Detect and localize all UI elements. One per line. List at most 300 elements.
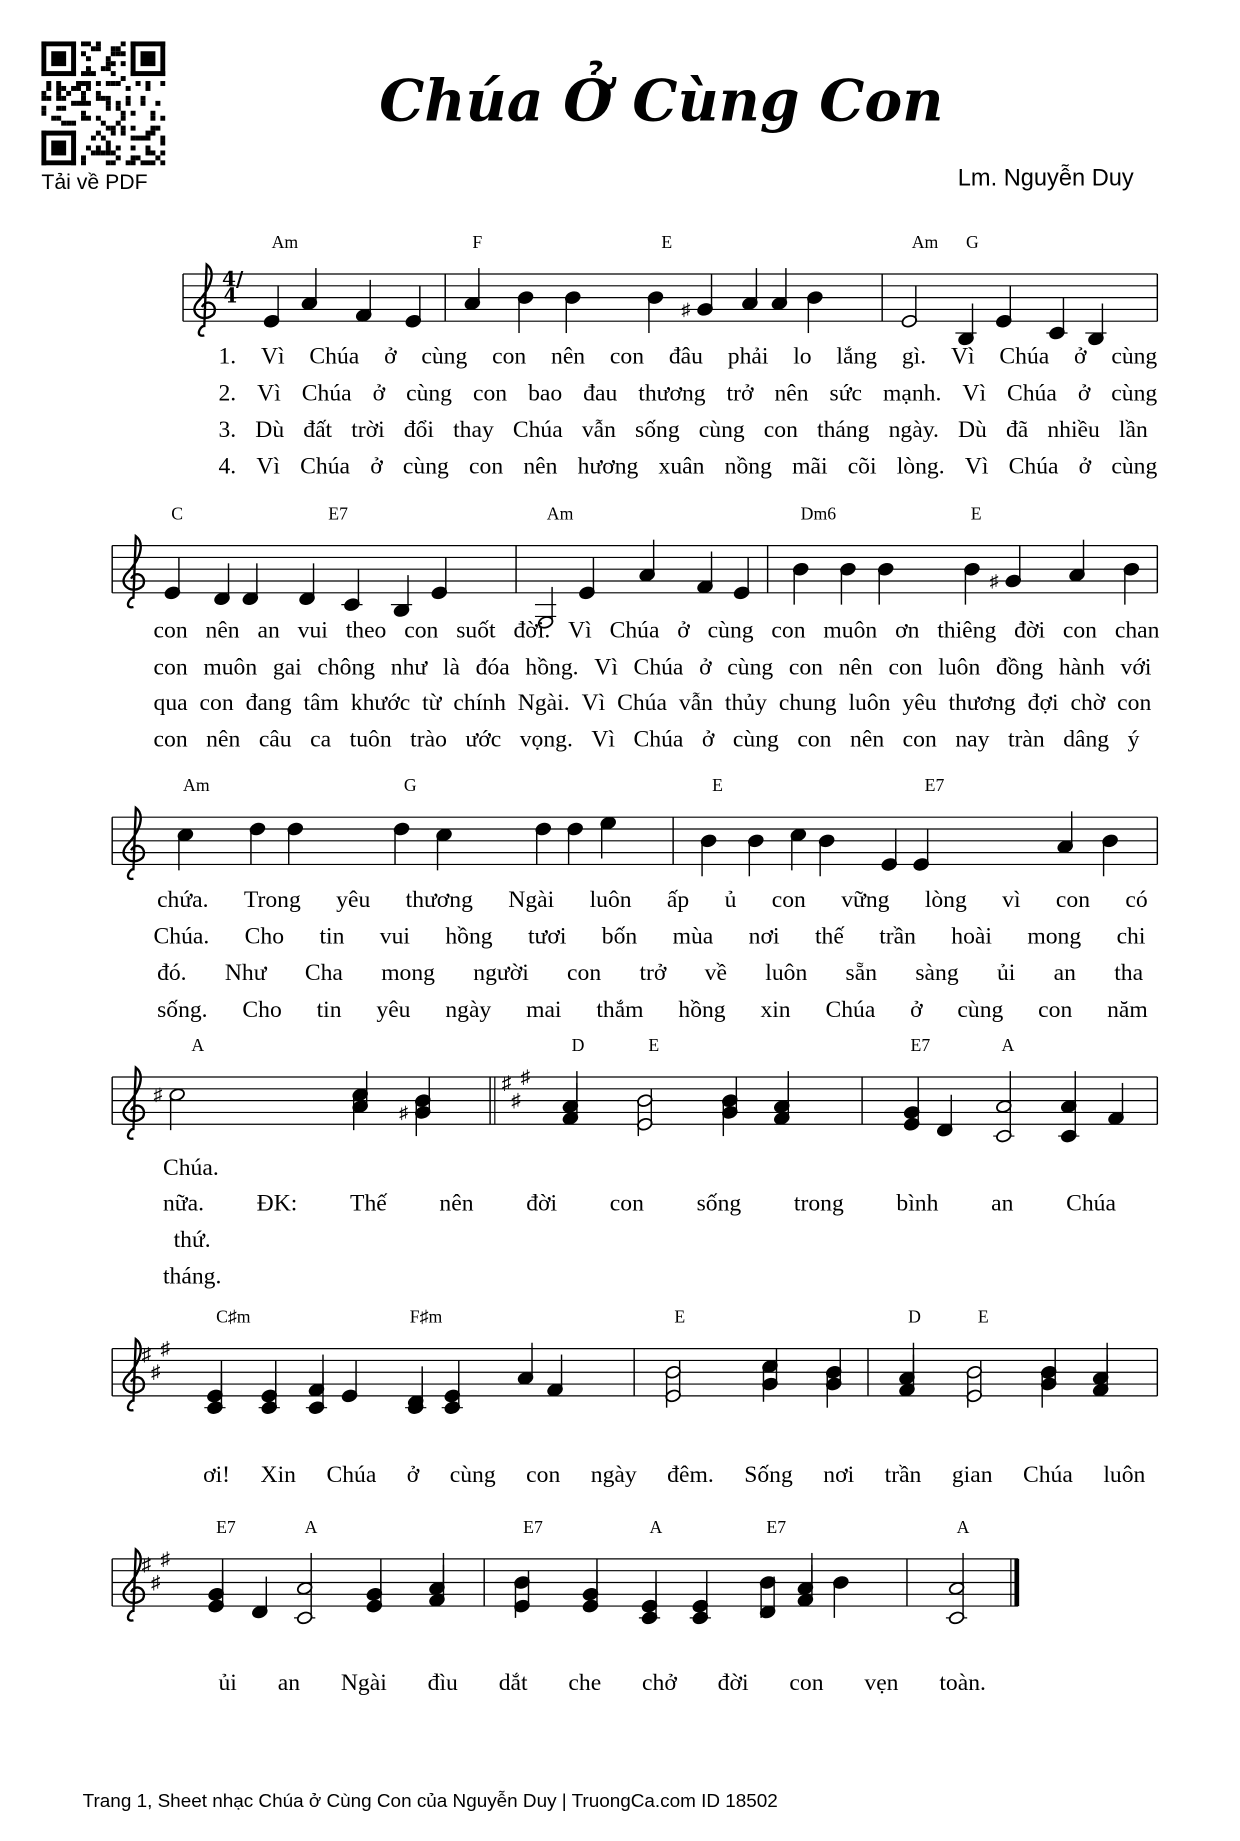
lyric-word: đau <box>583 380 618 407</box>
lyric-word: luôn <box>848 689 891 716</box>
chord-symbol: D <box>571 1036 585 1056</box>
lyric-word: mai <box>526 996 562 1023</box>
chord-symbol: Am <box>546 505 574 525</box>
lyric-word: Ngài <box>340 1669 387 1696</box>
lyric-word: phải <box>727 343 769 370</box>
lyric-word: nơi <box>823 1462 855 1488</box>
lyric-word: dắt <box>498 1669 528 1696</box>
lyric-word: cùng <box>421 343 468 370</box>
lyric-word: mong <box>1027 923 1082 950</box>
lyric-word: với <box>1120 654 1152 681</box>
lyric-word: đã <box>1005 416 1029 443</box>
lyric-word: lòng <box>924 886 967 913</box>
lyric-line <box>218 344 1157 371</box>
lyric-word: ở <box>406 1462 420 1488</box>
sharp-icon: ♯ <box>501 1072 512 1094</box>
lyric-line <box>203 1462 1145 1489</box>
lyric-word: Cho <box>242 996 282 1023</box>
lyric-line <box>163 1190 1116 1217</box>
lyric-word: ấp <box>666 886 690 913</box>
chord-symbol: Am <box>183 777 210 796</box>
lyric-word: Chúa <box>1008 453 1059 480</box>
chord-symbol: A <box>649 1518 663 1538</box>
lyric-word: Như <box>224 960 267 987</box>
lyric-word: ngày <box>445 996 492 1023</box>
lyric-word: 2. <box>218 380 237 407</box>
lyric-line <box>157 997 1148 1024</box>
lyric-word: Vì <box>256 453 280 480</box>
lyric-word: chung <box>778 689 837 716</box>
lyric-word: con <box>567 960 602 987</box>
lyric-word: vì <box>1002 886 1021 913</box>
lyric-word: thắm <box>596 996 644 1023</box>
lyric-word: con <box>763 416 798 443</box>
lyric-line <box>157 960 1143 987</box>
lyric-word: nên <box>439 1190 474 1217</box>
lyric-line <box>163 1264 221 1291</box>
lyric-word: câu <box>258 726 292 753</box>
chord-symbol: D <box>908 1308 921 1328</box>
lyric-word: ngày <box>590 1462 637 1488</box>
lyric-word: cùng <box>1111 380 1158 407</box>
lyric-word: thứ. <box>173 1227 211 1253</box>
lyric-word: khước <box>350 689 411 716</box>
lyric-word: cùng <box>406 380 453 407</box>
lyric-word: ở <box>677 617 690 644</box>
lyric-word: Sống <box>744 1462 793 1488</box>
lyric-line <box>154 654 1152 681</box>
lyric-word: chan <box>1114 617 1160 644</box>
lyric-word: ủ <box>724 886 737 913</box>
lyric-word: vẫn <box>581 416 616 443</box>
lyric-word: xuân <box>658 453 705 480</box>
lyric-word: ở <box>370 453 383 480</box>
lyric-word: con <box>469 453 504 480</box>
lyric-word: trở <box>726 380 754 407</box>
lyric-word: muôn <box>203 654 258 681</box>
lyric-word: chông <box>317 654 376 681</box>
lyric-word: mùa <box>672 923 714 950</box>
lyric-word: Chúa <box>301 380 352 407</box>
lyric-word: Chúa <box>609 617 660 644</box>
lyric-word: qua <box>153 689 188 716</box>
chord-symbol: C <box>171 505 184 525</box>
lyric-word: cùng <box>732 726 779 753</box>
lyric-word: 3. <box>218 416 237 443</box>
lyric-word: ở <box>910 996 923 1023</box>
lyric-word: thương <box>948 689 1016 716</box>
lyric-word: thương <box>638 380 706 407</box>
lyric-word: cùng <box>1111 453 1158 480</box>
lyric-word: thủy <box>724 689 767 716</box>
lyric-word: con <box>199 689 234 716</box>
chord-symbol: E7 <box>924 777 945 796</box>
treble-clef-icon <box>124 808 144 879</box>
lyric-word: Chúa <box>512 416 563 443</box>
sharp-icon: ♯ <box>989 570 999 591</box>
chord-symbol: Am <box>911 233 939 253</box>
lyric-word: con <box>1055 886 1091 913</box>
lyric-word: ĐK: <box>256 1190 298 1217</box>
lyric-word: ca <box>310 726 332 753</box>
lyric-word: ở <box>384 343 397 370</box>
lyric-word: xin <box>760 996 791 1023</box>
lyric-word: yêu <box>376 996 411 1023</box>
time-signature: 4/4 <box>222 268 244 309</box>
lyric-word: sàng <box>915 960 959 987</box>
lyric-word: gian <box>951 1462 993 1488</box>
lyric-word: vẹn <box>864 1669 899 1696</box>
lyric-word: Vì <box>594 654 618 681</box>
lyric-word: về <box>704 960 727 987</box>
lyric-word: mạnh. <box>883 380 942 407</box>
treble-clef-icon <box>124 536 144 607</box>
lyric-word: trong <box>793 1190 844 1217</box>
lyric-word: an <box>277 1669 301 1696</box>
lyric-word: Vì <box>962 380 987 407</box>
lyric-word: Chúa <box>1066 1190 1116 1217</box>
lyric-word: thiêng <box>937 617 997 644</box>
lyric-word: cùng <box>727 654 774 681</box>
lyric-word: có <box>1125 886 1148 913</box>
lyric-word: con <box>609 343 645 370</box>
lyric-word: lần <box>1118 416 1148 443</box>
lyric-word: nồng <box>724 453 772 480</box>
lyric-word: sống <box>696 1190 742 1217</box>
lyric-word: tin <box>316 996 342 1023</box>
lyric-word: Trong <box>243 886 301 913</box>
lyric-word: ủi <box>218 1669 237 1696</box>
chord-symbol: G <box>403 777 417 796</box>
lyric-word: con <box>153 654 188 681</box>
lyric-word: nên <box>206 726 241 753</box>
lyric-word: trở <box>639 960 667 987</box>
lyric-word: che <box>568 1669 602 1696</box>
lyric-word: an <box>257 617 280 644</box>
sharp-icon: ♯ <box>511 1090 521 1112</box>
lyric-word: nên <box>205 617 240 644</box>
lyric-word: hồng <box>678 996 726 1023</box>
lyric-word: chính <box>453 689 506 716</box>
lyric-word: hồng. <box>525 654 579 681</box>
lyric-word: Vì <box>964 453 989 480</box>
lyric-word: hương <box>577 453 639 480</box>
lyric-word: Vì <box>568 617 592 644</box>
lyric-word: trào <box>410 726 447 753</box>
lyric-word: con <box>797 726 832 753</box>
chord-symbol: Dm6 <box>800 505 837 525</box>
lyric-line <box>154 924 1146 951</box>
lyric-word: như <box>390 654 428 681</box>
lyric-word: là <box>442 654 460 681</box>
lyric-line <box>154 690 1152 717</box>
lyric-word: Vì <box>581 689 606 716</box>
lyric-word: đâu <box>668 343 703 370</box>
lyric-word: con <box>771 617 806 644</box>
lyric-word: người <box>473 960 529 987</box>
lyric-line <box>174 1227 211 1254</box>
lyric-word: ủi <box>996 960 1016 987</box>
lyric-word: nơi <box>748 923 780 950</box>
lyric-word: nên <box>850 726 885 753</box>
lyric-word: đóa <box>475 654 510 681</box>
lyric-word: ước <box>465 726 502 753</box>
lyric-word: đổi <box>403 416 434 443</box>
sharp-icon: ♯ <box>151 1362 161 1384</box>
lyric-word: cùng <box>449 1462 496 1488</box>
lyric-word: mong <box>381 960 435 987</box>
lyric-word: con <box>888 654 923 681</box>
lyric-word: đời <box>1014 617 1046 644</box>
lyric-word: Vì <box>260 343 285 370</box>
sharp-icon: ♯ <box>399 1102 409 1123</box>
treble-clef-icon <box>194 265 214 336</box>
chord-symbol: E <box>712 777 723 796</box>
lyric-word: luôn <box>1103 1462 1146 1488</box>
lyric-word: tràn <box>1007 726 1045 753</box>
lyric-word: năm <box>1107 996 1148 1023</box>
download-pdf-link[interactable]: Tải về PDF <box>41 170 148 194</box>
treble-clef-icon <box>124 1068 144 1139</box>
lyric-word: trời <box>351 416 385 443</box>
lyric-word: luôn <box>938 654 981 681</box>
lyric-word: thương <box>405 886 473 913</box>
lyric-word: đất <box>303 416 333 443</box>
lyric-word: yêu <box>336 886 371 913</box>
lyric-word: thế <box>814 923 844 950</box>
lyric-word: nay <box>955 726 990 753</box>
lyric-line <box>218 417 1147 444</box>
lyric-line <box>218 380 1157 407</box>
chord-symbol: F♯m <box>409 1308 443 1328</box>
lyric-word: ơn <box>895 617 920 644</box>
lyric-word: đang <box>245 689 292 716</box>
lyric-word: sẵn <box>845 960 878 987</box>
sharp-icon: ♯ <box>520 1066 531 1088</box>
lyric-word: chứa. <box>157 886 209 913</box>
lyric-word: Vì <box>591 726 615 753</box>
lyric-word: Cha <box>304 960 343 987</box>
sharp-icon: ♯ <box>160 1338 171 1360</box>
lyric-word: gai <box>272 654 302 681</box>
lyric-word: nên <box>774 380 809 407</box>
lyric-line <box>218 453 1157 480</box>
lyric-word: từ <box>422 689 442 716</box>
lyric-word: Chúa <box>1006 380 1057 407</box>
lyric-word: Ngài. <box>517 689 570 716</box>
lyric-word: Xin <box>260 1462 296 1488</box>
lyric-word: đời. <box>513 617 551 644</box>
lyric-word: nên <box>838 654 873 681</box>
lyric-word: mãi <box>792 453 828 480</box>
lyric-word: cùng <box>402 453 449 480</box>
lyric-word: con <box>404 617 439 644</box>
sharp-icon: ♯ <box>151 1572 161 1594</box>
lyric-line <box>163 1155 219 1182</box>
lyric-word: tháng. <box>162 1263 222 1290</box>
chord-symbol: F <box>472 233 483 253</box>
lyric-word: con <box>472 380 508 407</box>
lyric-word: đêm. <box>667 1462 714 1488</box>
lyric-word: Chúa <box>825 996 876 1023</box>
sharp-icon: ♯ <box>681 299 691 320</box>
lyric-word: cõi <box>847 453 877 480</box>
lyric-word: chở <box>642 1669 677 1696</box>
lyric-word: Dù <box>957 416 987 443</box>
lyric-word: trần <box>879 923 916 950</box>
chord-symbol: E7 <box>216 1518 236 1538</box>
lyric-line <box>218 1670 986 1697</box>
composer: Lm. Nguyễn Duy <box>957 165 1134 192</box>
lyric-word: sống. <box>157 996 208 1023</box>
lyric-word: Chúa <box>999 343 1050 370</box>
lyric-word: lo <box>793 343 812 370</box>
lyric-word: Ngài <box>508 886 555 913</box>
lyric-word: con <box>771 886 806 913</box>
lyric-word: tháng <box>817 416 870 443</box>
lyric-word: chờ <box>1070 689 1106 716</box>
chord-symbol: A <box>1001 1036 1015 1056</box>
lyric-word: sống <box>635 416 680 443</box>
lyric-word: theo <box>345 617 387 644</box>
lyric-word: con <box>609 1190 644 1217</box>
lyric-word: con <box>153 726 188 753</box>
lyric-word: Chúa. <box>162 1154 219 1181</box>
lyric-word: đồng <box>995 654 1044 681</box>
chord-symbol: E7 <box>328 505 348 525</box>
lyric-word: con <box>492 343 527 370</box>
lyric-word: muôn <box>823 617 878 644</box>
chord-symbol: E7 <box>766 1518 787 1538</box>
lyric-word: Chúa <box>309 343 360 370</box>
lyric-word: ở <box>1077 380 1091 407</box>
lyric-word: vọng. <box>519 726 573 753</box>
lyric-word: ở <box>1074 343 1087 370</box>
lyric-line <box>154 726 1140 753</box>
lyric-word: đời <box>717 1669 749 1696</box>
lyric-word: con <box>526 1462 561 1488</box>
lyric-line <box>157 887 1148 914</box>
lyric-word: ở <box>701 726 715 753</box>
lyric-word: đó. <box>157 960 187 987</box>
lyric-word: bốn <box>601 923 638 950</box>
lyric-word: Chúa <box>617 689 667 716</box>
lyric-word: bình <box>896 1190 939 1217</box>
lyric-word: con <box>1117 689 1152 716</box>
lyric-word: ngày. <box>888 416 939 443</box>
chord-symbol: E <box>648 1036 660 1056</box>
sharp-icon: ♯ <box>141 1554 152 1576</box>
lyric-word: cùng <box>1111 343 1158 370</box>
lyric-word: đìu <box>427 1669 458 1696</box>
lyric-word: nhiều <box>1047 416 1100 443</box>
lyric-word: tâm <box>303 689 339 716</box>
lyric-word: tươi <box>527 923 567 950</box>
lyric-word: ý <box>1127 726 1140 753</box>
chord-symbol: A <box>956 1518 970 1538</box>
chord-symbol: A <box>304 1518 318 1538</box>
lyric-word: Chúa <box>326 1462 377 1488</box>
lyric-word: ở <box>1078 453 1092 480</box>
lyric-word: Cho <box>244 923 285 950</box>
lyric-word: đời <box>526 1190 558 1217</box>
lyric-word: con <box>153 617 188 644</box>
chord-symbol: E7 <box>523 1518 543 1538</box>
lyric-word: Dù <box>255 416 285 443</box>
lyric-word: dâng <box>1063 726 1110 753</box>
lyric-word: Chúa. <box>153 923 210 950</box>
chord-symbol: Am <box>271 233 299 253</box>
lyric-word: hành <box>1058 654 1105 681</box>
lyric-word: nên <box>523 453 558 480</box>
lyric-word: hoài <box>951 923 992 950</box>
lyric-word: luôn <box>765 960 808 987</box>
lyric-word: Vì <box>950 343 975 370</box>
sharp-icon: ♯ <box>153 1084 163 1105</box>
lyric-word: bao <box>528 380 563 407</box>
lyric-word: hồng <box>445 923 493 950</box>
lyric-word: lòng. <box>896 453 945 480</box>
lyric-word: 4. <box>218 453 237 480</box>
sharp-icon: ♯ <box>160 1548 171 1570</box>
lyric-word: Chúa <box>633 654 684 681</box>
lyric-word: vui <box>297 617 328 644</box>
lyric-word: Chúa <box>633 726 684 753</box>
lyric-word: an <box>1053 960 1076 987</box>
chord-symbol: E <box>970 505 982 525</box>
chord-symbol: E <box>977 1308 989 1328</box>
lyric-word: con <box>1062 617 1098 644</box>
lyric-word: tuôn <box>349 726 392 753</box>
song-title: Chúa Ở Cùng Con <box>379 68 944 135</box>
lyric-word: suốt <box>456 617 496 644</box>
lyric-word: 1. <box>218 343 237 370</box>
lyric-word: Chúa <box>300 453 351 480</box>
lyric-word: Vì <box>257 380 281 407</box>
chord-symbol: G <box>966 233 979 253</box>
lyric-word: trần <box>884 1462 922 1488</box>
sharp-icon: ♯ <box>141 1344 152 1366</box>
lyric-word: ở <box>699 654 712 681</box>
lyric-word: đợi <box>1027 689 1059 716</box>
lyric-word: nên <box>551 343 586 370</box>
chord-symbol: E <box>661 233 673 253</box>
lyric-word: ơi! <box>203 1462 231 1488</box>
page-footer: Trang 1, Sheet nhạc Chúa ở Cùng Con của Nguyễn Duy | TruongCa.com ID 18502 <box>82 1791 778 1812</box>
lyric-line <box>154 618 1160 645</box>
lyric-word: gì. <box>901 343 927 370</box>
lyric-word: con <box>902 726 937 753</box>
lyric-word: ở <box>372 380 386 407</box>
chord-symbol: A <box>191 1036 205 1056</box>
lyric-word: Thế <box>350 1190 387 1217</box>
lyric-word: thay <box>453 416 494 443</box>
lyric-word: sức <box>829 380 863 407</box>
lyric-word: nữa. <box>162 1190 204 1217</box>
lyric-word: yêu <box>902 689 937 716</box>
lyric-word: cùng <box>707 617 754 644</box>
lyric-word: cùng <box>698 416 745 443</box>
lyric-word: tha <box>1114 960 1144 987</box>
lyric-word: an <box>991 1190 1014 1217</box>
lyric-word: vẫn <box>678 689 713 716</box>
lyric-word: vững <box>841 886 890 913</box>
lyric-word: Chúa <box>1022 1462 1073 1488</box>
lyric-word: toàn. <box>939 1669 986 1696</box>
final-bar-line <box>1014 1559 1019 1606</box>
lyric-word: chi <box>1116 923 1146 950</box>
lyric-word: con <box>788 654 824 681</box>
